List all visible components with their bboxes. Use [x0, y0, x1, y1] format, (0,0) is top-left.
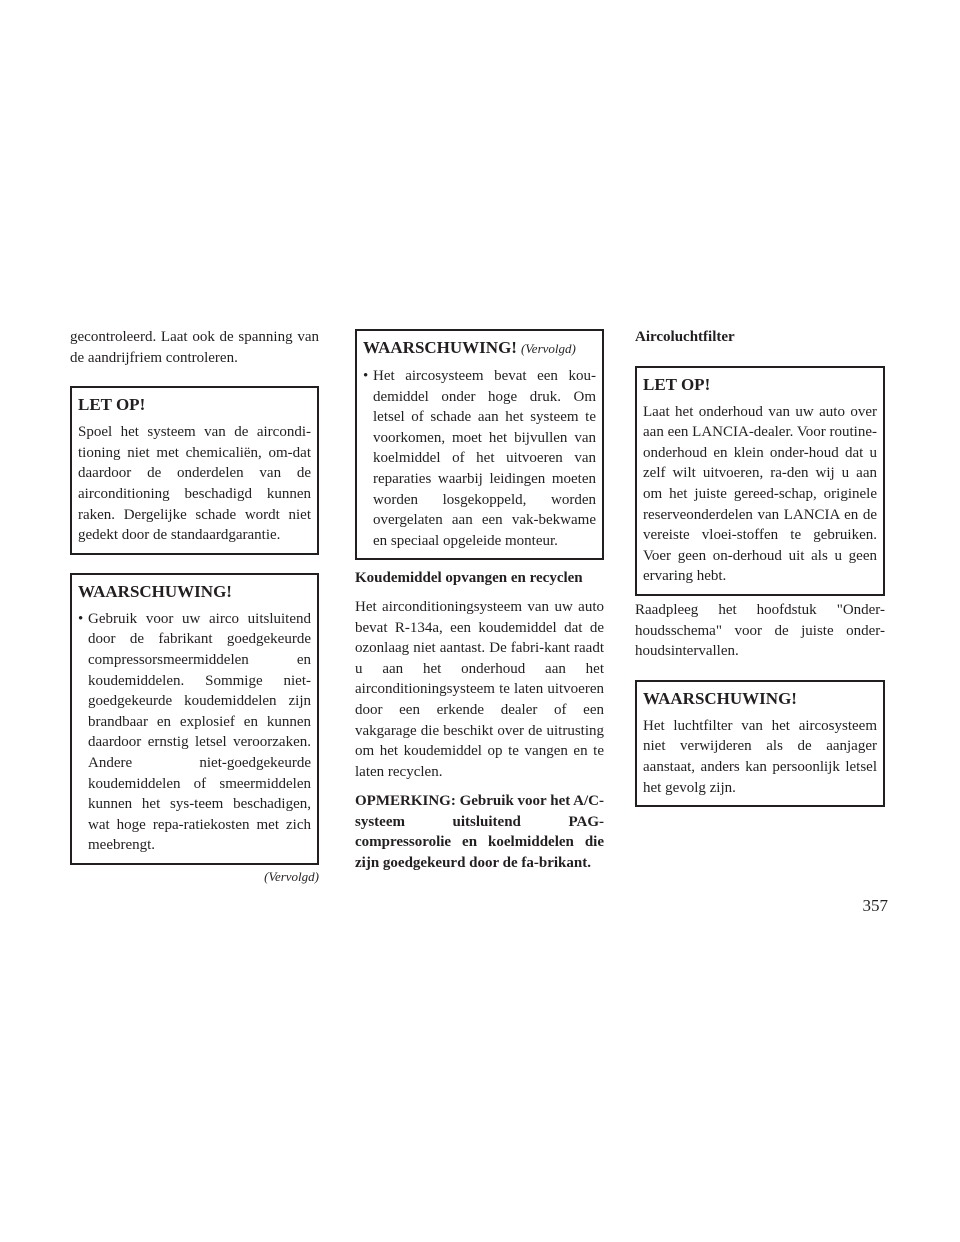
warning-text: Gebruik voor uw airco uitsluitend door de fabrikant goedgekeurde compressorsmeermiddelen en koudemiddelen. Sommige niet-goedgekeurde koudemiddelen zijn brandbaar en explosief en kunnen daardoor ernstig letsel veroorzaken. Andere niet-goedgekeurde koudemiddelen of smeermiddelen kunnen het sys-teem beschadigen, wat hoge repa-ratiekosten met zich meebrengt.: [88, 610, 311, 854]
column-right: [635, 327, 885, 807]
warning-title: WAARSCHUWING!: [78, 581, 232, 601]
section-heading: Aircoluchtfilter: [635, 329, 735, 345]
body-paragraph: Het airconditioningsysteem van uw auto bevat R-134a, een koudemiddel dat de ozonlaag niet aantast. De fabri-kant raadt u aan het onderhoud aan het airconditioningsysteem te laten uitvoeren door een erkende dealer of een vakgarage die beschikt over de uitrusting om het koudemiddel op te vangen en te laten recyclen.: [355, 598, 604, 780]
intro-paragraph: gecontroleerd. Laat ook de spanning van de aandrijfriem controleren.: [70, 329, 319, 366]
note-paragraph: OPMERKING: Gebruik voor het A/C-systeem uitsluitend PAG-compressorolie en koelmiddelen die zijn goedgekeurd door de fa-brikant.: [355, 793, 604, 872]
bullet-icon: •: [363, 368, 369, 384]
caution-title: LET OP!: [78, 395, 146, 415]
section-heading: Koudemiddel opvangen en recyclen: [355, 570, 583, 587]
warning-box: [70, 573, 319, 865]
page-number: 357: [862, 896, 888, 915]
warning-title: [363, 337, 596, 360]
column-left: [70, 327, 319, 886]
caution-box: [635, 366, 885, 596]
continued-label: (Vervolgd): [520, 341, 576, 356]
warning-bullet-item: [363, 366, 596, 551]
caution-title: LET OP!: [643, 374, 711, 394]
body-paragraph: Raadpleeg het hoofdstuk "Onder-houdsschema" voor de juiste onder-houdsintervallen.: [635, 601, 885, 660]
warning-bullet-item: [78, 609, 311, 856]
warning-title: WAARSCHUWING!: [643, 688, 797, 708]
continued-label: (Vervolgd): [264, 868, 319, 884]
warning-title-text: WAARSCHUWING!: [363, 338, 517, 357]
warning-box: [635, 680, 885, 807]
warning-text: Het luchtfilter van het aircosysteem niet verwijderen als de aanjager aanstaat, anders kan persoonlijk letsel het gevolg zijn.: [643, 717, 877, 796]
caution-text: Laat het onderhoud van uw auto over aan een LANCIA-dealer. Voor routine-onderhoud en klein onder-houd dat u zelf wilt uitvoeren, ra-den wij u aan om het juiste gereed-schap, originele reserveonderdelen van LANCIA en de vereiste vloei-stoffen te gebruiken. Voer geen on-derhoud uit als u geen ervaring hebt.: [643, 403, 877, 585]
column-middle: [355, 329, 604, 874]
warning-text: Het aircosysteem bevat een kou-demiddel onder hoge druk. Om letsel of schade aan het systeem te voorkomen, moet het bijvullen van koelmiddel of het uitvoeren van reparaties waarbij leidingen moeten worden losgekoppeld, worden overgelaten aan een vak-bekwame en speciaal opgeleide monteur.: [373, 368, 596, 549]
warning-box-continued: [355, 329, 604, 560]
caution-box: [70, 386, 319, 555]
bullet-icon: •: [78, 610, 84, 627]
caution-text: Spoel het systeem van de aircondi-tioning niet met chemicaliën, om-dat daardoor de onderdelen van de airconditioning beschadigd kunnen raken. Dergelijke schade wordt niet gedekt door de standaardgarantie.: [78, 424, 311, 544]
